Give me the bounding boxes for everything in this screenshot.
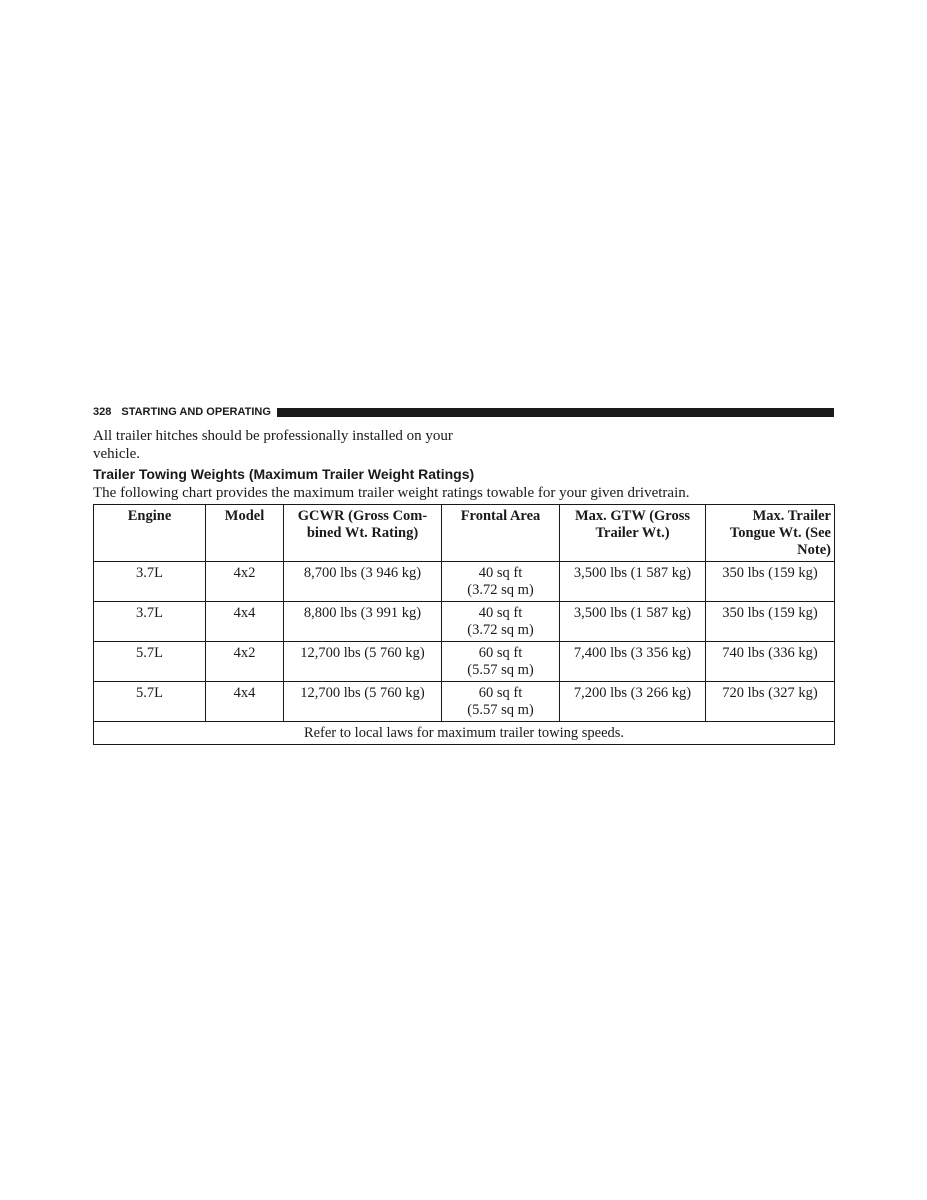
col-header-max-gtw: Max. GTW (Gross Trailer Wt.) (560, 505, 706, 562)
lead-paragraph: The following chart provides the maximum trailer weight ratings towable for your given drivetrain. (93, 485, 690, 501)
table-row (94, 602, 835, 642)
frontal-area-metric: (3.72 sq m) (467, 582, 534, 598)
col-header-frontal-area: Frontal Area (442, 505, 560, 562)
cell-tongue: 350 lbs (159 kg) (706, 602, 835, 642)
cell-engine: 5.7L (94, 642, 206, 682)
frontal-area-metric: (5.57 sq m) (467, 702, 534, 718)
cell-gtw: 3,500 lbs (1 587 kg) (560, 602, 706, 642)
table-row (94, 562, 835, 602)
cell-tongue: 720 lbs (327 kg) (706, 682, 835, 722)
frontal-area-imperial: 40 sq ft (478, 565, 523, 581)
section-subheading: Trailer Towing Weights (Maximum Trailer Weight Ratings) (93, 466, 475, 482)
frontal-area-imperial: 40 sq ft (478, 605, 523, 621)
table-row (94, 682, 835, 722)
col-header-max-tongue: Max. Trailer Tongue Wt. (See Note) (706, 505, 835, 562)
cell-model: 4x4 (206, 682, 284, 722)
col-header-model: Model (206, 505, 284, 562)
cell-engine: 3.7L (94, 602, 206, 642)
towing-weights-table (93, 504, 835, 745)
header-rule (277, 408, 834, 417)
frontal-area-imperial: 60 sq ft (478, 685, 523, 701)
frontal-area-metric: (3.72 sq m) (467, 622, 534, 638)
table-header-row (94, 505, 835, 562)
cell-model: 4x4 (206, 602, 284, 642)
page-number: 328 (93, 406, 112, 418)
cell-model: 4x2 (206, 562, 284, 602)
cell-frontal-area (442, 602, 560, 642)
cell-tongue: 350 lbs (159 kg) (706, 562, 835, 602)
cell-frontal-area (442, 642, 560, 682)
frontal-area-imperial: 60 sq ft (478, 645, 523, 661)
cell-engine: 3.7L (94, 562, 206, 602)
col-header-engine: Engine (94, 505, 206, 562)
cell-gcwr: 8,700 lbs (3 946 kg) (284, 562, 442, 602)
cell-model: 4x2 (206, 642, 284, 682)
cell-tongue: 740 lbs (336 kg) (706, 642, 835, 682)
intro-paragraph: All trailer hitches should be professionally installed on your vehicle. (93, 428, 453, 462)
section-title: STARTING AND OPERATING (121, 406, 271, 418)
col-header-gcwr: GCWR (Gross Com- bined Wt. Rating) (284, 505, 442, 562)
table-footnote: Refer to local laws for maximum trailer towing speeds. (94, 722, 835, 745)
frontal-area-metric: (5.57 sq m) (467, 662, 534, 678)
cell-gtw: 7,400 lbs (3 356 kg) (560, 642, 706, 682)
cell-gtw: 7,200 lbs (3 266 kg) (560, 682, 706, 722)
table-row (94, 642, 835, 682)
table-footnote-row (94, 722, 835, 745)
page-header (93, 405, 834, 419)
cell-frontal-area (442, 682, 560, 722)
cell-engine: 5.7L (94, 682, 206, 722)
cell-gtw: 3,500 lbs (1 587 kg) (560, 562, 706, 602)
cell-frontal-area (442, 562, 560, 602)
cell-gcwr: 12,700 lbs (5 760 kg) (284, 642, 442, 682)
cell-gcwr: 12,700 lbs (5 760 kg) (284, 682, 442, 722)
cell-gcwr: 8,800 lbs (3 991 kg) (284, 602, 442, 642)
